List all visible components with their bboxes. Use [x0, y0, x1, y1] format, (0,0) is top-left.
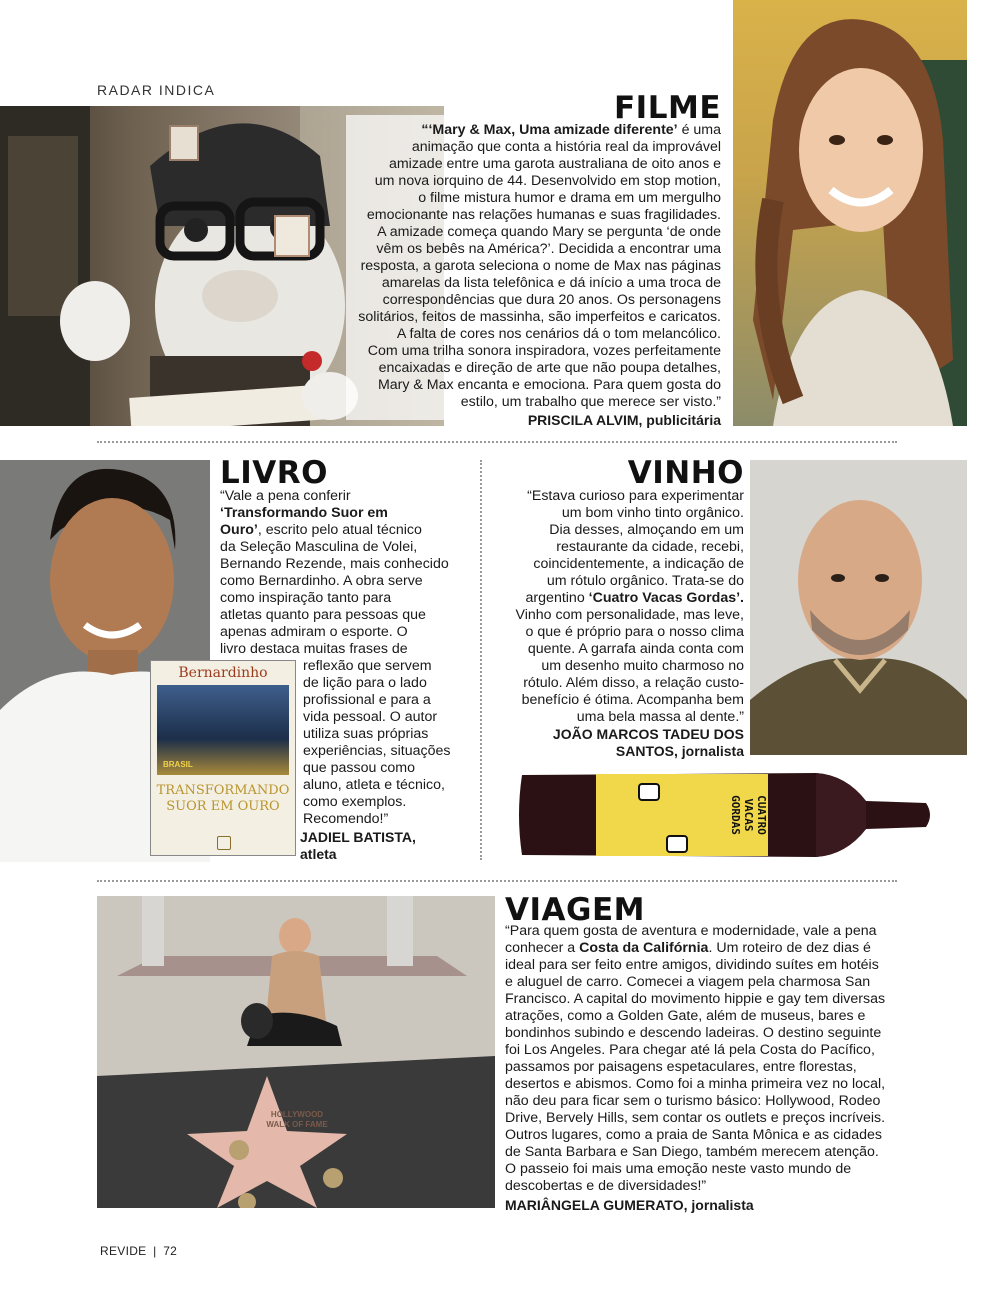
livro-text-line: como exemplos.: [303, 794, 407, 810]
viagem-text-line: ideal para ser feito entre amigos, dividindo suítes em hotéis: [505, 957, 879, 973]
destination-name: Costa da Califórnia: [579, 940, 709, 956]
livro-title: LIVRO: [220, 455, 329, 491]
livro-text-line: vida pessoal. O autor: [303, 709, 438, 725]
viagem-text-line: de Santa Barbara e San Diego, também merecem atenção.: [505, 1144, 879, 1160]
vinho-text-line: coincidentemente, a indicação de: [533, 556, 744, 572]
filme-text-line: amizade entre uma garota australiana de oito anos e: [388, 156, 721, 172]
divider-top: [97, 441, 897, 443]
star-plaque-text: HOLLYWOOD WALK OF FAME: [266, 1110, 328, 1129]
divider-bottom: [97, 880, 897, 882]
book-cover: [150, 660, 296, 856]
livro-text-line: reflexão que servem: [303, 658, 432, 674]
viagem-title: VIAGEM: [505, 892, 645, 928]
livro-signature: JADIEL BATISTA, atleta: [300, 829, 416, 862]
livro-text-line: Ouro’, escrito pelo atual técnico: [220, 522, 422, 538]
viagem-text-line: Drive, Bervely Hills, sem contar os outlets e preços incríveis.: [505, 1110, 886, 1126]
book-cover-photo: [157, 685, 289, 775]
viagem-text-line: Francisco. A capital do movimento hippie e gay tem diversas: [505, 991, 886, 1007]
vinho-text-line: argentino ‘Cuatro Vacas Gordas’.: [525, 590, 744, 606]
section-header: RADAR INDICA: [97, 82, 216, 98]
vinho-text-line: quente. A garrafa ainda conta com: [527, 641, 744, 657]
magazine-name: REVIDE: [100, 1244, 147, 1258]
filme-text-line: animação que conta a história real da improvável: [411, 139, 721, 155]
filme-review-text: [341, 122, 721, 411]
viagem-text-line: Outros lugares, como a praia de Santa Mônica e as cidades: [505, 1127, 882, 1143]
viagem-text-line: não deu para ficar sem o turismo básico: Hollywood, Rodeo: [505, 1093, 881, 1109]
livro-text-line: apenas admiram o esporte. O: [220, 624, 408, 640]
filme-text-lines: [341, 139, 721, 411]
viagem-text-line: foi Los Angeles. Para chegar até lá pela Costa do Pacífico,: [505, 1042, 875, 1058]
viagem-text-line: passamos por paisagens espetaculares, entre florestas,: [505, 1059, 857, 1075]
viagem-text-line: bondinhos subindo e descendo ladeiras. O destino seguinte: [505, 1025, 882, 1041]
livro-review-text-top: [220, 488, 470, 658]
filme-text-line: um nova iorquino de 44. Desenvolvido em stop motion,: [374, 173, 721, 189]
page-footer: [100, 1244, 177, 1258]
filme-first-line: [341, 122, 721, 139]
viagem-text-line: “Para quem gosta de aventura e modernidade, vale a pena: [505, 923, 877, 939]
filme-text-line: resposta, a garota seleciona o nome de Max nas páginas: [360, 258, 721, 274]
hollywood-walk-of-fame-photo: [97, 896, 495, 1208]
wine-name: ‘Cuatro Vacas Gordas’.: [588, 590, 744, 606]
filme-text-line: solitários, feitos de massinha, são imperfeitos e caricatos.: [358, 309, 721, 325]
wine-bottle: [516, 765, 936, 865]
viagem-text-line: O passeio foi mais uma emoção neste vasto mundo de: [505, 1161, 852, 1177]
page-number: 72: [163, 1244, 178, 1258]
vinho-text-line: um rótulo orgânico. Trata-se do: [546, 573, 744, 589]
vinho-text-line: uma bela massa al dente.”: [576, 709, 744, 725]
livro-review-text-bottom: [303, 658, 473, 828]
viagem-signature: MARIÂNGELA GUMERATO, jornalista: [505, 1197, 754, 1213]
vinho-text-lines: [484, 488, 744, 726]
book-cover-shirt-text: BRASIL: [163, 760, 193, 769]
filme-signature: PRISCILA ALVIM, publicitária: [527, 412, 721, 428]
filme-text-line: Com uma trilha sonora inspiradora, vozes perfeitamente: [367, 343, 721, 359]
vinho-title: VINHO: [627, 455, 744, 491]
footer-separator: |: [153, 1244, 157, 1258]
filme-first-line-rest: é uma: [677, 122, 721, 138]
viagem-text-lines: [505, 923, 900, 1195]
vinho-text-line: benefício é ótima. Acompanha bem: [521, 692, 744, 708]
livro-text-line: que passou como: [303, 760, 415, 776]
walk-of-fame-illustration: [97, 896, 495, 1208]
divider-vertical: [480, 460, 482, 860]
filme-text-line: Mary & Max encanta e emociona. Para quem gosta do: [377, 377, 721, 393]
livro-text-line: aluno, atleta e técnico,: [303, 777, 445, 793]
viagem-text-line: conhecer a Costa da Califórnia. Um roteiro de dez dias é: [505, 940, 871, 956]
livro-text-line: Bernando Rezende, mais conhecido: [220, 556, 449, 572]
livro-text-line: livro destaca muitas frases de: [220, 641, 408, 657]
viagem-text-line: desertos e abismos. Como foi a minha primeira vez no local,: [505, 1076, 886, 1092]
vinho-signature: JOÃO MARCOS TADEU DOS SANTOS, jornalista: [552, 726, 744, 759]
joao-marcos-photo: [750, 460, 967, 755]
filme-text-line: encaixadas e direção de arte que não poupa detalhes,: [378, 360, 721, 376]
publisher-logo-icon: [217, 836, 231, 850]
filme-text-line: emocionante nas relações humanas e suas fragilidades.: [366, 207, 721, 223]
vinho-text-line: Dia desses, almoçando em um: [549, 522, 744, 538]
vinho-text-line: um bom vinho tinto orgânico.: [561, 505, 744, 521]
livro-text-line: experiências, situações: [303, 743, 451, 759]
livro-text-line: como Bernardinho. A obra serve: [220, 573, 423, 589]
filme-text-line: vêm os bebês na América?’. Decidida a encontrar uma: [376, 241, 721, 257]
livro-text-line: como inspiração tanto para: [220, 590, 392, 606]
vinho-text-line: o que é próprio para o nosso clima: [525, 624, 744, 640]
portrait-illustration: [733, 0, 967, 426]
filme-movie-name: “‘Mary & Max, Uma amizade diferente’: [421, 122, 678, 138]
viagem-text-line: e aluguel de carro. Comecei a viagem pela charmosa San: [505, 974, 871, 990]
vinho-review-text: [484, 488, 744, 726]
filme-text-line: A falta de cores nos cenários dá o tom melancólico.: [396, 326, 721, 342]
vinho-text-line: um desenho muito charmoso no: [541, 658, 744, 674]
cow-icon: [666, 835, 688, 853]
viagem-review-text: [505, 923, 900, 1195]
filme-text-line: correspondências que dura 20 anos. Os personagens: [382, 292, 721, 308]
wine-label-text: CUATRO VACAS GORDAS: [729, 795, 768, 835]
viagem-text-line: atrações, como a Golden Gate, além de museus, bares e: [505, 1008, 866, 1024]
vinho-text-line: rótulo. Além disso, a relação custo-: [523, 675, 744, 691]
filme-title: FILME: [614, 90, 721, 126]
livro-text-line: da Seleção Masculina de Volei,: [220, 539, 418, 555]
filme-text-line: A amizade começa quando Mary se pergunta ‘de onde: [377, 224, 721, 240]
livro-text-line: “Vale a pena conferir: [220, 488, 351, 504]
vinho-text-line: Vinho com personalidade, mas leve,: [515, 607, 744, 623]
filme-text-line: o filme mistura humor e drama em um mergulho: [418, 190, 721, 206]
filme-text-line: estilo, um trabalho que merece ser visto.”: [460, 394, 721, 410]
livro-text-line: atletas quanto para pessoas que: [220, 607, 426, 623]
livro-text-line: de lição para o lado: [303, 675, 427, 691]
filme-text-line: amarelas da lista telefônica e dá início a uma troca de: [381, 275, 721, 291]
book-author: Bernardinho: [178, 665, 268, 681]
portrait-illustration-joao: [750, 460, 967, 755]
livro-text-line: profissional e para a: [303, 692, 431, 708]
vinho-text-line: restaurante da cidade, recebi,: [556, 539, 744, 555]
livro-text-line: ‘Transformando Suor em: [220, 505, 388, 521]
priscila-alvim-photo: [733, 0, 967, 426]
livro-text-line: Recomendo!”: [303, 811, 389, 827]
wine-bottle-illustration: [516, 765, 936, 865]
cow-icon: [638, 783, 660, 801]
viagem-text-line: descobertas e de diversidades!”: [505, 1178, 707, 1194]
livro-text-line: utiliza suas próprias: [303, 726, 429, 742]
book-cover-title: TRANSFORMANDO SUOR EM OURO: [156, 783, 290, 814]
vinho-text-line: “Estava curioso para experimentar: [527, 488, 744, 504]
